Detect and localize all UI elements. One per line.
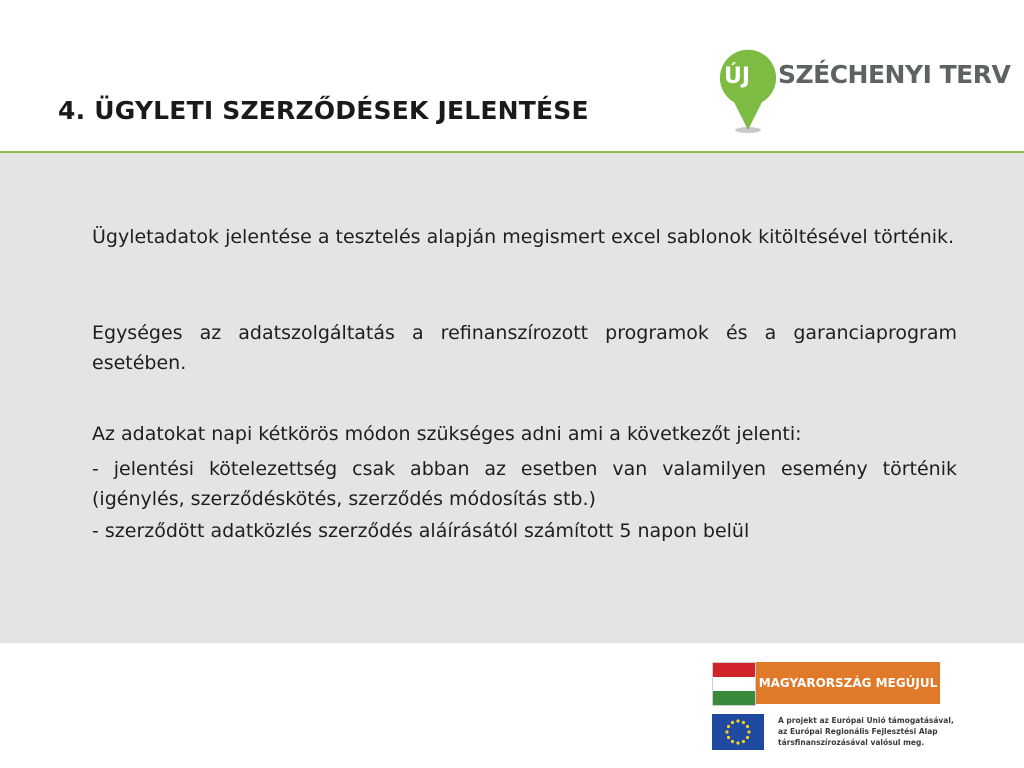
paragraph-2: Egységes az adatszolgáltatás a refinanszírozott programok és a garanciaprogram esetében. — [92, 322, 957, 374]
paragraph-3: Az adatokat napi kétkörös módon szükséges adni ami a következőt jelenti: — [92, 423, 802, 445]
paragraph-4: - jelentési kötelezettség csak abban az esetben van valamilyen esemény történik (igénylés, szerződéskötés, szerződés módosítás stb.) — [92, 458, 957, 510]
eu-support-line-1: A projekt az Európai Unió támogatásával, — [778, 716, 954, 725]
eu-support-line-2: az Európai Regionális Fejlesztési Alap — [778, 727, 938, 736]
paragraph-1: Ügyletadatok jelentése a tesztelés alapján megismert excel sablonok kitöltésével történik. — [92, 226, 955, 248]
logo-badge-text: ÚJ — [724, 64, 751, 89]
hungarian-flag-icon — [712, 662, 756, 706]
magyarorszag-megujul-banner: MAGYARORSZÁG MEGÚJUL — [756, 662, 940, 704]
eu-support-statement — [778, 715, 958, 748]
slide-title: 4. ÜGYLETI SZERZŐDÉSEK JELENTÉSE — [58, 96, 589, 125]
logo-title-text: SZÉCHENYI TERV — [778, 60, 1011, 89]
eu-flag-icon — [712, 714, 764, 750]
eu-support-line-3: társfinanszírozásával valósul meg. — [778, 738, 925, 747]
slide-header — [0, 0, 1024, 152]
paragraph-5: - szerződött adatközlés szerződés aláírásától számított 5 napon belül — [92, 520, 750, 542]
